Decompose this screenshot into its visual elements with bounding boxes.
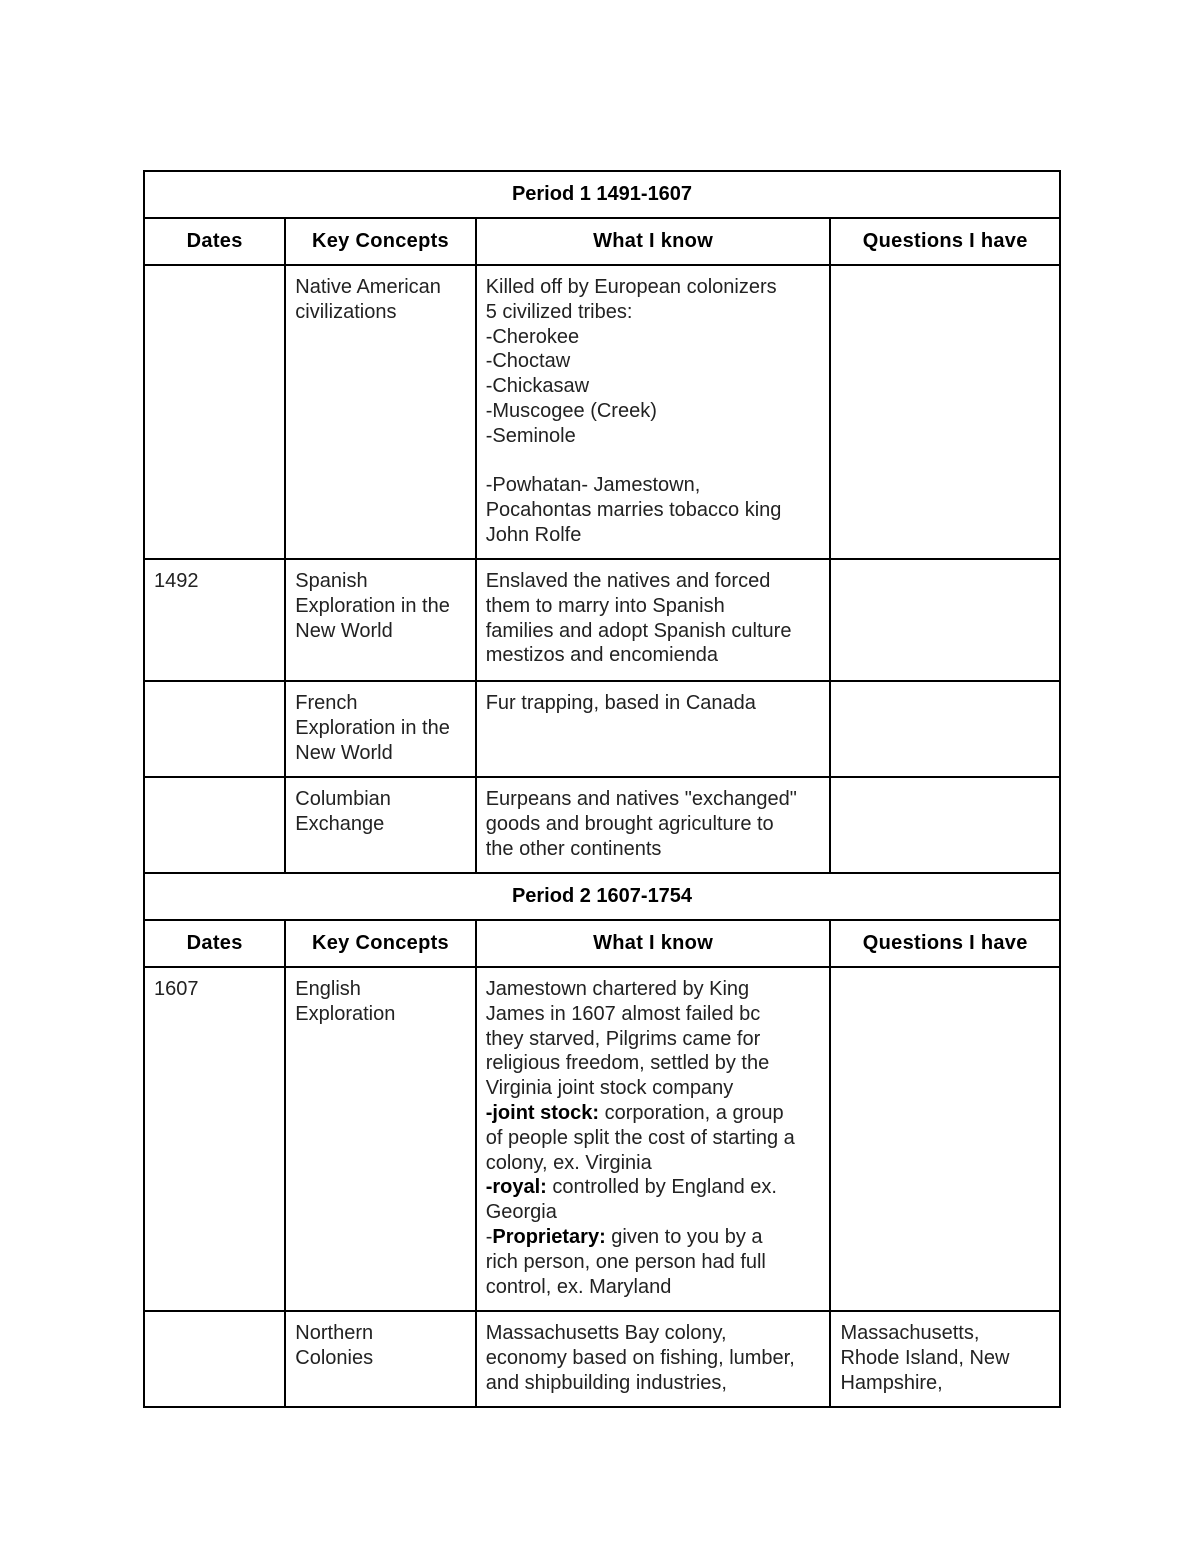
period-title-row bbox=[144, 873, 1060, 920]
concept-cell: Native American civilizations bbox=[285, 265, 475, 559]
know-cell: Fur trapping, based in Canada bbox=[476, 681, 831, 777]
period-1-title: Period 1 1491-1607 bbox=[144, 171, 1060, 218]
header-row bbox=[144, 920, 1060, 967]
questions-cell: Massachusetts, Rhode Island, New Hampshire, bbox=[830, 1311, 1060, 1407]
questions-cell bbox=[830, 777, 1060, 873]
table-row bbox=[144, 777, 1060, 873]
term-joint-stock: -joint stock: bbox=[485, 1101, 600, 1124]
questions-cell bbox=[830, 967, 1060, 1311]
concept-cell: Columbian Exchange bbox=[285, 777, 475, 873]
period-2-title: Period 2 1607-1754 bbox=[144, 873, 1060, 920]
date-cell: 1492 bbox=[144, 559, 285, 681]
date-cell bbox=[144, 1311, 285, 1407]
date-cell bbox=[144, 681, 285, 777]
table-row bbox=[144, 1311, 1060, 1407]
date-cell bbox=[144, 777, 285, 873]
know-cell bbox=[476, 967, 831, 1311]
header-questions: Questions I have bbox=[830, 218, 1060, 265]
definition-joint-stock: corporation, a group of people split the cost of starting a colony, ex. Virginia bbox=[485, 1101, 795, 1174]
header-key-concepts: Key Concepts bbox=[285, 218, 475, 265]
definition-proprietary: given to you by a rich person, one person had full control, ex. Maryland bbox=[485, 1225, 766, 1298]
know-intro-text: Jamestown chartered by King James in 1607 almost failed bc they starved, Pilgrims came for religious freedom, settled by the Virginia joint stock company bbox=[485, 978, 770, 1100]
know-cell: Eurpeans and natives "exchanged" goods and brought agriculture to the other continents bbox=[476, 777, 831, 873]
header-row bbox=[144, 218, 1060, 265]
know-cell: Massachusetts Bay colony, economy based on fishing, lumber, and shipbuilding industries, bbox=[476, 1311, 831, 1407]
term-proprietary-dash: - bbox=[485, 1225, 493, 1248]
concept-cell: Northern Colonies bbox=[285, 1311, 475, 1407]
header-what-i-know: What I know bbox=[476, 920, 831, 967]
table-row bbox=[144, 559, 1060, 681]
table-row bbox=[144, 681, 1060, 777]
header-questions: Questions I have bbox=[830, 920, 1060, 967]
date-cell bbox=[144, 265, 285, 559]
know-cell: Killed off by European colonizers 5 civilized tribes: -Cherokee -Choctaw -Chickasaw -Muscogee (Creek) -Seminole -Powhatan- Jamestown, Pocahontas marries tobacco king John Rolfe bbox=[476, 265, 831, 559]
concept-cell: French Exploration in the New World bbox=[285, 681, 475, 777]
concept-cell: English Exploration bbox=[285, 967, 475, 1311]
concept-cell: Spanish Exploration in the New World bbox=[285, 559, 475, 681]
know-cell: Enslaved the natives and forced them to marry into Spanish families and adopt Spanish culture mestizos and encomienda bbox=[476, 559, 831, 681]
notes-table bbox=[143, 170, 1061, 1408]
term-proprietary: Proprietary: bbox=[492, 1225, 606, 1248]
table-row bbox=[144, 967, 1060, 1311]
table-row bbox=[144, 265, 1060, 559]
header-key-concepts: Key Concepts bbox=[285, 920, 475, 967]
definition-royal: controlled by England ex. Georgia bbox=[485, 1176, 777, 1224]
date-cell: 1607 bbox=[144, 967, 285, 1311]
term-royal: -royal: bbox=[485, 1176, 547, 1199]
header-dates: Dates bbox=[144, 920, 285, 967]
header-dates: Dates bbox=[144, 218, 285, 265]
questions-cell bbox=[830, 681, 1060, 777]
period-title-row bbox=[144, 171, 1060, 218]
questions-cell bbox=[830, 265, 1060, 559]
header-what-i-know: What I know bbox=[476, 218, 831, 265]
questions-cell bbox=[830, 559, 1060, 681]
